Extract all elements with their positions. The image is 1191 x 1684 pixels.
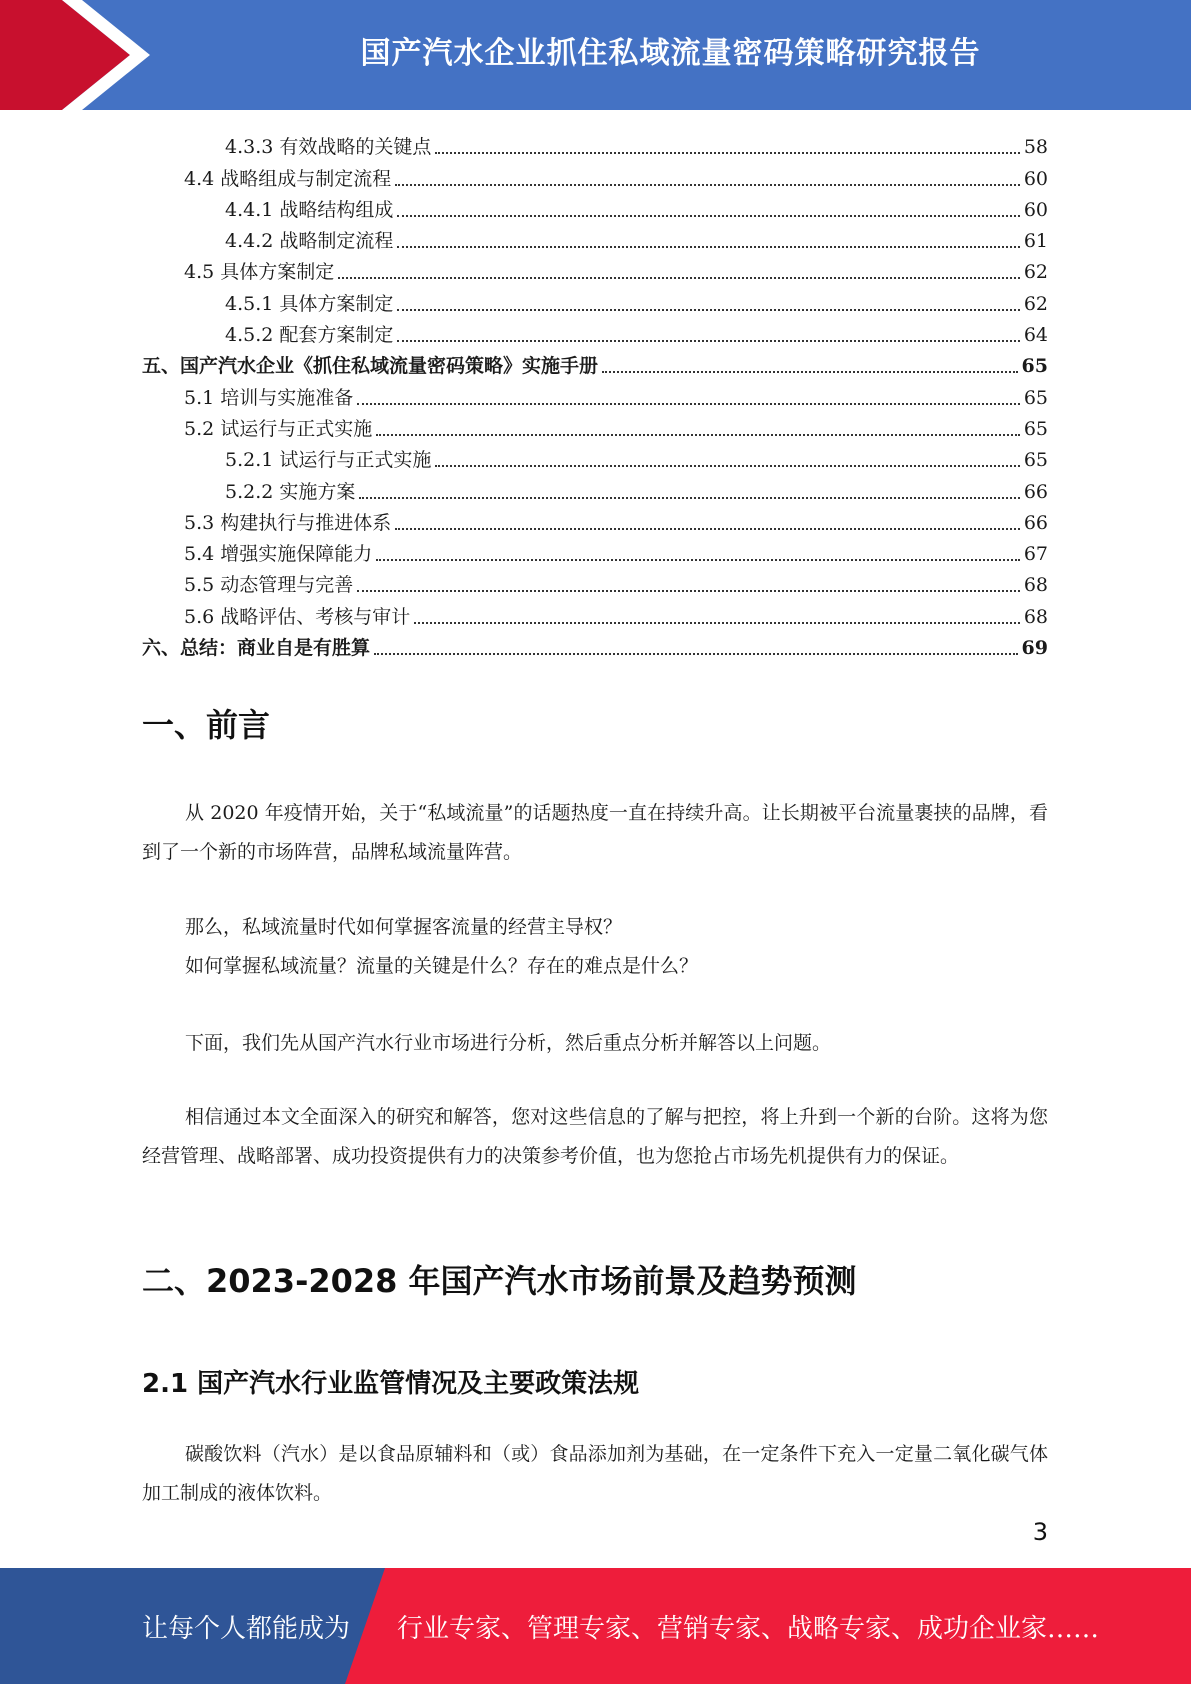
toc-leader-dots	[397, 215, 1019, 217]
toc-entry-page: 68	[1023, 574, 1048, 597]
toc-entry[interactable]	[142, 316, 1048, 347]
toc-entry[interactable]	[142, 472, 1048, 503]
toc-entry[interactable]	[142, 597, 1048, 628]
toc-leader-dots	[397, 309, 1019, 311]
toc-entry-label: 六、总结：商业自是有胜算	[142, 637, 371, 660]
toc-entry-page: 62	[1023, 292, 1048, 315]
toc-entry-label: 5.4 增强实施保障能力	[184, 543, 373, 566]
toc-entry-label: 4.5.2 配套方案制定	[225, 324, 394, 347]
toc-leader-dots	[376, 559, 1020, 561]
toc-entry-page: 69	[1021, 637, 1048, 660]
header-arrow-decoration	[0, 0, 160, 110]
subsection-heading: 2.1 国产汽水行业监管情况及主要政策法规	[142, 1369, 640, 1399]
toc-leader-dots	[435, 465, 1019, 467]
toc-entry-page: 66	[1023, 480, 1048, 503]
toc-entry-label: 5.2.2 实施方案	[225, 480, 356, 503]
toc-entry[interactable]	[142, 535, 1048, 566]
toc-leader-dots	[374, 653, 1018, 655]
toc-entry-page: 60	[1023, 198, 1048, 221]
toc-entry-page: 66	[1023, 511, 1048, 534]
table-of-contents	[142, 128, 1048, 660]
toc-entry-label: 4.5 具体方案制定	[184, 261, 335, 284]
toc-leader-dots	[357, 403, 1020, 405]
toc-leader-dots	[338, 277, 1020, 279]
toc-leader-dots	[395, 184, 1020, 186]
page-footer	[0, 1568, 1191, 1684]
toc-entry-page: 61	[1023, 230, 1048, 253]
toc-entry-label: 5.6 战略评估、考核与审计	[184, 605, 411, 628]
toc-leader-dots	[359, 497, 1019, 499]
toc-entry-page: 58	[1023, 136, 1048, 159]
toc-entry-page: 60	[1023, 167, 1048, 190]
footer-slogan-left: 让每个人都能成为	[142, 1613, 351, 1644]
toc-entry[interactable]	[142, 284, 1048, 315]
toc-entry[interactable]	[142, 159, 1048, 190]
page-header	[0, 0, 1191, 110]
footer-slogan-right: 行业专家、管理专家、营销专家、战略专家、成功企业家……	[397, 1613, 1100, 1644]
toc-entry-label: 五、国产汽水企业《抓住私域流量密码策略》实施手册	[142, 355, 599, 378]
toc-entry-page: 65	[1023, 449, 1048, 472]
toc-entry[interactable]	[142, 566, 1048, 597]
toc-entry[interactable]	[142, 410, 1048, 441]
toc-leader-dots	[397, 246, 1019, 248]
toc-leader-dots	[602, 371, 1018, 373]
toc-leader-dots	[435, 152, 1019, 154]
section-heading-preface: 一、前言	[142, 706, 271, 744]
section-heading-market-outlook: 二、2023-2028 年国产汽水市场前景及趋势预测	[142, 1262, 857, 1300]
toc-entry-label: 5.2.1 试运行与正式实施	[225, 449, 432, 472]
toc-entry[interactable]	[142, 222, 1048, 253]
toc-leader-dots	[397, 340, 1019, 342]
toc-leader-dots	[357, 590, 1020, 592]
toc-entry-label: 4.5.1 具体方案制定	[225, 292, 394, 315]
toc-entry-page: 67	[1023, 543, 1048, 566]
paragraph: 相信通过本文全面深入的研究和解答，您对这些信息的了解与把控，将上升到一个新的台阶。这将为您经营管理、战略部署、成功投资提供有力的决策参考价值，也为您抢占市场先机提供有力的保证。	[142, 1106, 1048, 1167]
paragraph: 从 2020 年疫情开始，关于“私域流量”的话题热度一直在持续升高。让长期被平台流量裹挟的品牌，看到了一个新的市场阵营，品牌私域流量阵营。	[142, 802, 1048, 863]
toc-entry-label: 4.3.3 有效战略的关键点	[225, 136, 432, 159]
toc-entry[interactable]	[142, 191, 1048, 222]
report-title: 国产汽水企业抓住私域流量密码策略研究报告	[360, 36, 981, 71]
page-number: 3	[1032, 1518, 1048, 1546]
toc-entry[interactable]	[142, 347, 1048, 378]
toc-entry-label: 5.2 试运行与正式实施	[184, 417, 373, 440]
toc-entry-label: 5.5 动态管理与完善	[184, 574, 354, 597]
toc-entry-page: 62	[1023, 261, 1048, 284]
toc-entry-page: 64	[1023, 324, 1048, 347]
toc-entry[interactable]	[142, 629, 1048, 660]
toc-leader-dots	[414, 622, 1020, 624]
toc-entry-page: 65	[1023, 386, 1048, 409]
question-line: 那么，私域流量时代如何掌握客流量的经营主导权？	[185, 916, 623, 938]
toc-entry-label: 4.4 战略组成与制定流程	[184, 167, 392, 190]
toc-entry-page: 65	[1023, 417, 1048, 440]
toc-entry-page: 68	[1023, 605, 1048, 628]
toc-entry[interactable]	[142, 128, 1048, 159]
toc-leader-dots	[376, 434, 1020, 436]
toc-entry[interactable]	[142, 441, 1048, 472]
toc-entry[interactable]	[142, 253, 1048, 284]
toc-entry-label: 4.4.1 战略结构组成	[225, 198, 394, 221]
question-line: 如何掌握私域流量？流量的关键是什么？存在的难点是什么？	[185, 955, 699, 977]
paragraph: 碳酸饮料（汽水）是以食品原辅料和（或）食品添加剂为基础，在一定条件下充入一定量二氧化碳气体加工制成的液体饮料。	[142, 1443, 1048, 1504]
toc-entry-label: 4.4.2 战略制定流程	[225, 230, 394, 253]
toc-entry-label: 5.1 培训与实施准备	[184, 386, 354, 409]
paragraph: 下面，我们先从国产汽水行业市场进行分析，然后重点分析并解答以上问题。	[185, 1032, 832, 1054]
toc-entry-label: 5.3 构建执行与推进体系	[184, 511, 392, 534]
toc-entry-page: 65	[1021, 355, 1048, 378]
toc-entry[interactable]	[142, 378, 1048, 409]
toc-entry[interactable]	[142, 504, 1048, 535]
toc-leader-dots	[395, 528, 1020, 530]
